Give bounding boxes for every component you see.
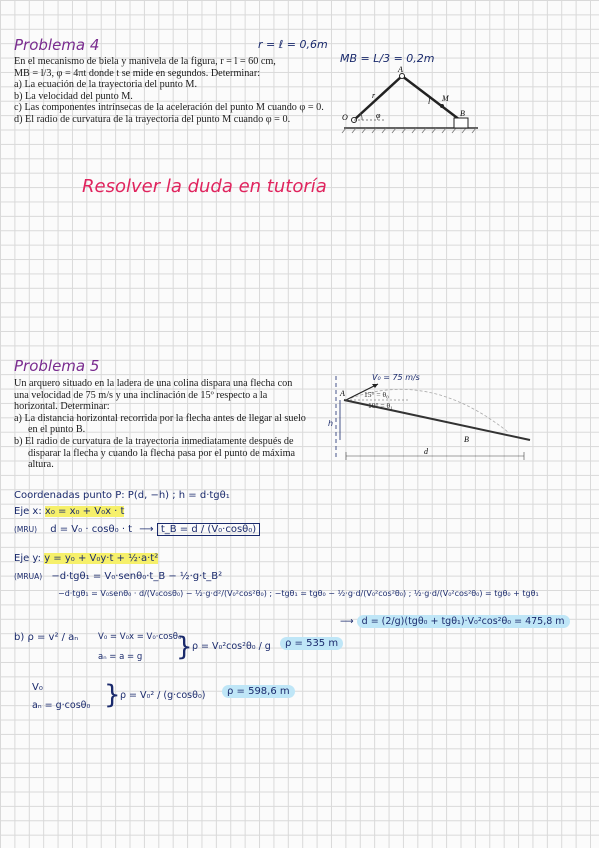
p5-c-res-value: ρ = 598,6 m (222, 685, 295, 698)
p5-label-a: A (340, 389, 345, 398)
p5-line2: −d·tgθ₁ = V₀senθ₀ · d/(V₀cosθ₀) − ½·g·d²/(V₀²cos²θ₀) ; −tgθ₁ = tgθ₀ − ½·g·d/(V₀²cos²θ₀) ; ½·g·d/(V₀²cos²θ₀) = tgθ₀ + tgθ₁ (58, 589, 539, 598)
p5-statement-line-1: Un arquero situado en la ladera de una colina dispara una flecha con (14, 378, 293, 389)
p5-label-15: 15° = θ₀ (364, 390, 389, 399)
p5-mru-eq: d = V₀ · cosθ₀ · t (50, 524, 133, 535)
p5-c-v: V₀ (32, 682, 43, 693)
p5-b-rho: ρ = V₀²cos²θ₀ / g (192, 641, 271, 652)
p5-ejey-label: Eje y: (14, 553, 41, 564)
p4-label-m: M (442, 94, 449, 103)
p4-statement-line-2: MB = l/3, φ = 4πt donde t se mide en segundos. Determinar: (14, 67, 261, 79)
p5-title: Problema 5 (14, 357, 100, 375)
p5-result-d: d = (2/g)(tgθ₀ + tgθ₁)·V₀²cos²θ₀ = 475,8 m (357, 615, 570, 628)
p5-mrua-eq: −d·tgθ₁ = V₀·senθ₀·t_B − ½·g·t_B² (51, 571, 223, 582)
p5-label-h: h (328, 419, 334, 428)
p4-label-o: O (342, 113, 348, 122)
p4-statement-line-1: En el mecanismo de biela y manivela de la figura, r = l = 60 cm, (14, 56, 276, 67)
arrow-right-icon: ⟶ (139, 524, 154, 535)
p4-label-r: r (372, 91, 376, 100)
p5-coord: Coordenadas punto P: P(d, −h) ; h = d·tgθ₁ (14, 490, 230, 501)
p5-b-an: aₙ = a = g (98, 652, 143, 662)
p5-item-a: a) La distancia horizontal recorrida por la flecha antes de llegar al suelo en el punto B. (14, 412, 306, 436)
p4-label-a: A (398, 65, 403, 74)
p5-c-brace: } (104, 680, 121, 710)
p5-label-v0: V₀ = 75 m/s (372, 373, 420, 382)
p5-mrua-row (14, 571, 222, 582)
p5-b-row (14, 632, 78, 643)
p5-statement-line-3: horizontal. Determinar: (14, 401, 110, 413)
p4-mechanism-figure (336, 62, 488, 134)
p4-label-phi: φ (376, 111, 381, 120)
p5-label-b: B (464, 435, 469, 444)
p5-ejey-row (14, 553, 158, 564)
p5-ejex-row (14, 506, 124, 517)
p4-statement (14, 56, 336, 126)
p4-item-b: b) La velocidad del punto M. (14, 90, 133, 102)
p5-b-label: b) (14, 632, 25, 643)
p4-title: Problema 4 (14, 36, 100, 54)
p5-c-an: aₙ = g·cosθ₀ (32, 700, 91, 711)
p4-note-mb: MB = L/3 = 0,2m (340, 52, 435, 65)
p5-rho-def: ρ = v² / aₙ (27, 632, 79, 643)
p5-c-res (222, 686, 295, 697)
p5-mru-label: (MRU) (14, 525, 38, 534)
p4-label-l: l (428, 97, 431, 106)
p5-statement (14, 378, 314, 471)
p4-note-r: r = ℓ = 0,6m (258, 38, 328, 51)
p5-tb-box: t_B = d / (V₀·cosθ₀) (157, 523, 260, 536)
p5-ejex-label: Eje x: (14, 506, 42, 517)
p4-note-red: Resolver la duda en tutoría (82, 176, 327, 197)
p5-archer-figure (318, 372, 540, 468)
p5-b-brace: } (176, 632, 193, 662)
p5-b-v: V₀ = V₀x = V₀·cosθ₀ (98, 632, 182, 642)
p4-item-c: c) Las componentes intrínsecas de la aceleración del punto M cuando φ = 0. (14, 102, 324, 114)
p5-statement-line-2: una velocidad de 75 m/s y una inclinación de 15º respecto a la (14, 389, 268, 401)
p5-mru-row (14, 524, 260, 535)
p5-b-res1 (280, 638, 343, 649)
p5-label-10: 10° = θ₁ (368, 401, 393, 410)
p5-ejey-eq: y = y₀ + V₀y·t + ½·a·t² (44, 553, 159, 564)
p5-item-b: b) El radio de curvatura de la trayectoria inmediatamente después de disparar la flecha y cuando la flecha pasa por el punto de máxima altura. (14, 435, 296, 471)
p4-item-d: d) El radio de curvatura de la trayectoria del punto M cuando φ = 0. (14, 113, 291, 125)
p4-label-b: B (460, 109, 465, 118)
p5-result-d-row (340, 616, 570, 627)
arrow-right-icon: ⟶ (340, 616, 354, 627)
p4-item-a: a) La ecuación de la trayectoria del punto M. (14, 79, 198, 91)
p5-label-d: d (424, 447, 428, 456)
p5-mrua-label: (MRUA) (14, 572, 43, 581)
p5-b-res1-value: ρ = 535 m (280, 637, 343, 650)
p5-ejex-eq: x₀ = x₀ + V₀x · t (44, 506, 125, 517)
p5-c-rho: ρ = V₀² / (g·cosθ₀) (120, 690, 206, 701)
